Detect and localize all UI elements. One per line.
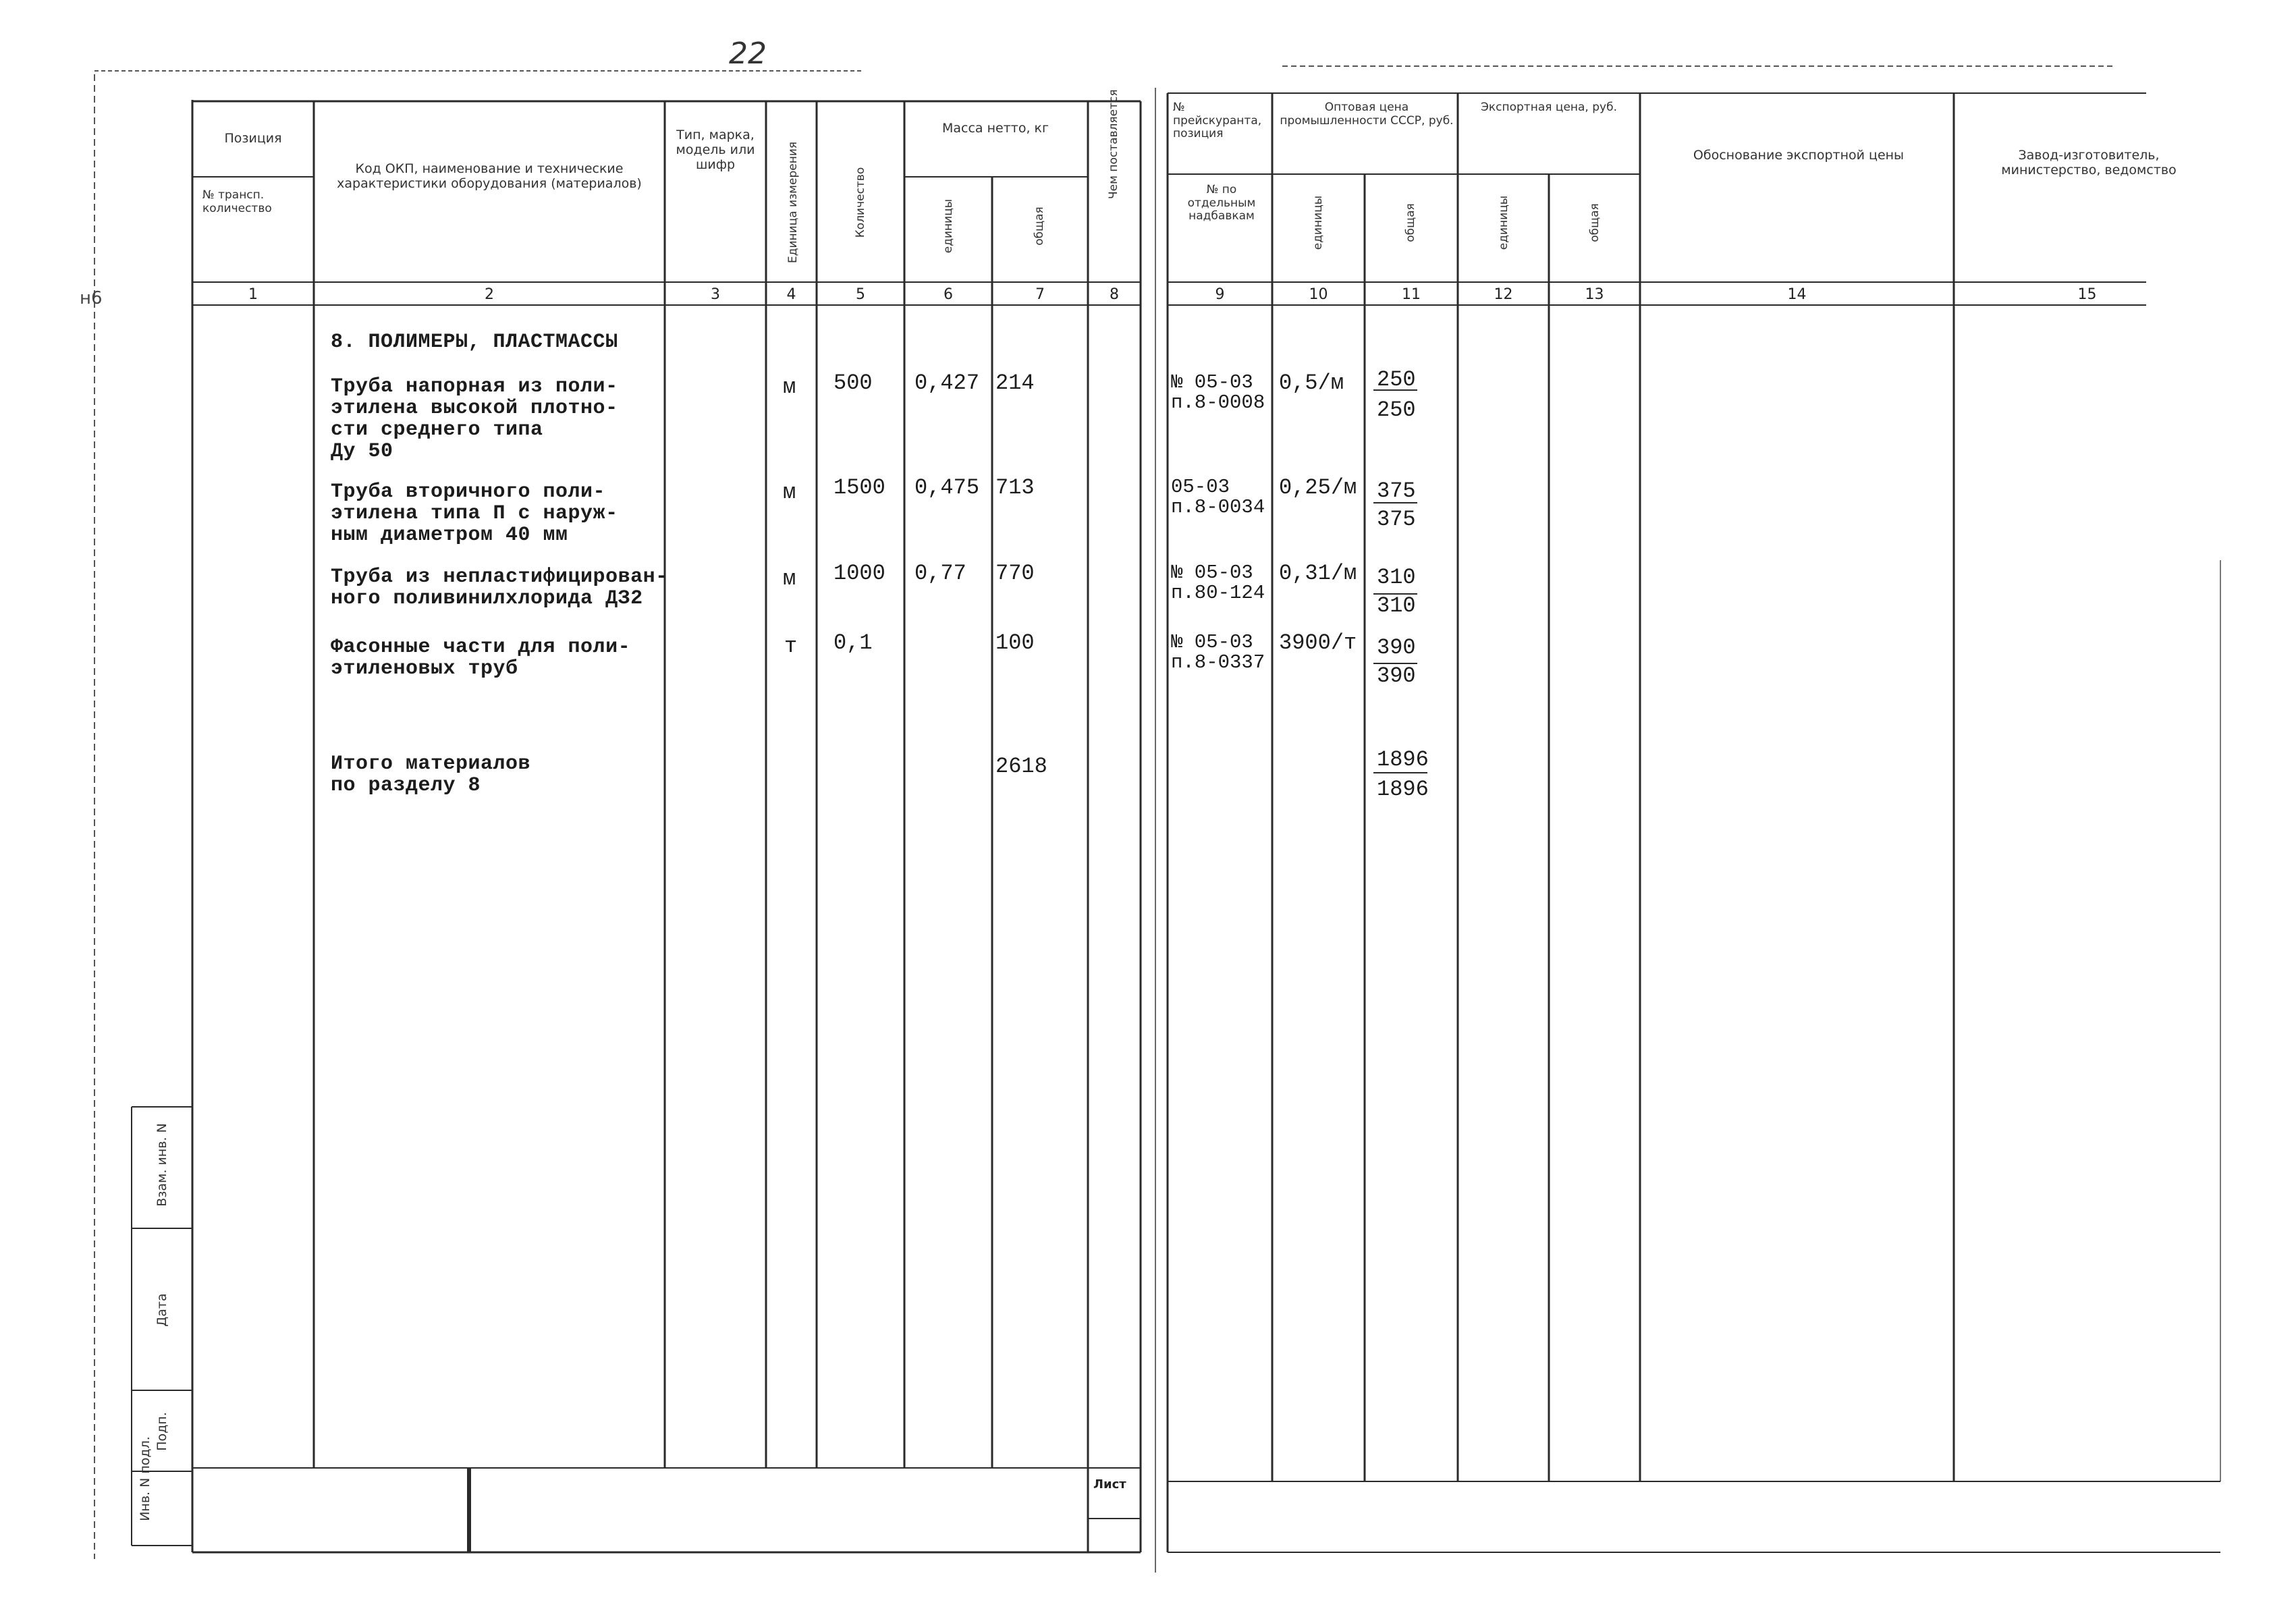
colnum-13: 13	[1585, 286, 1604, 303]
row-mass-total: 713	[995, 475, 1035, 500]
colnum-10: 10	[1309, 286, 1328, 303]
header-export-total: общая	[1588, 203, 1602, 242]
total-price: 1896	[1377, 777, 1429, 802]
side-label: н6	[80, 288, 103, 308]
page-number: 22	[729, 36, 767, 71]
row-qty: 1500	[833, 475, 885, 500]
row-unit: т	[784, 634, 798, 659]
row-name-line: этиленовых труб	[331, 657, 518, 680]
colnum-1: 1	[248, 286, 258, 303]
stamp-inv-original: Инв. N подл.	[138, 1436, 153, 1521]
row-price-total: 390	[1377, 635, 1416, 660]
row-unit: м	[783, 480, 796, 505]
header-manufacturer: Завод-изготовитель, министерство, ведомство	[2001, 148, 2177, 178]
header-pricelist-sub: № по отдельным надбавкам	[1187, 183, 1256, 223]
row-mass-unit: 0,475	[914, 475, 980, 500]
header-wholesale: Оптовая цена промышленности СССР, руб.	[1280, 101, 1454, 128]
row-name-line: этилена высокой плотно-	[331, 397, 618, 420]
row-mass-total: 214	[995, 371, 1035, 395]
row-ref: № 05-03	[1171, 631, 1253, 653]
section-title: 8. ПОЛИМЕРЫ, ПЛАСТМАССЫ	[331, 331, 618, 354]
header-pricelist: № прейскуранта, позиция	[1173, 101, 1262, 141]
header-type: Тип, марка, модель или шифр	[676, 128, 755, 172]
colnum-12: 12	[1494, 286, 1513, 303]
row-price-total: 390	[1377, 663, 1416, 688]
row-mass-unit: 0,77	[914, 561, 966, 586]
row-unit: м	[783, 375, 796, 400]
header-unit: Единица измерения	[786, 141, 800, 263]
row-ref: п.8-0034	[1171, 496, 1265, 518]
colnum-7: 7	[1035, 286, 1045, 303]
sheet-label: Лист	[1093, 1477, 1126, 1492]
row-mass-total: 100	[995, 630, 1035, 655]
header-export: Экспортная цена, руб.	[1481, 101, 1617, 114]
row-price-total: 310	[1377, 565, 1416, 590]
row-price-total: 250	[1377, 367, 1416, 392]
row-qty: 1000	[833, 561, 885, 586]
header-supply: Чем поставляется	[1107, 89, 1120, 199]
header-mass-total: общая	[1033, 207, 1046, 246]
colnum-15: 15	[2077, 286, 2097, 303]
colnum-11: 11	[1402, 286, 1421, 303]
total-label-line: по разделу 8	[331, 774, 481, 797]
header-wholesale-total: общая	[1404, 203, 1417, 242]
stamp-date: Дата	[155, 1293, 169, 1327]
total-mass: 2618	[995, 754, 1047, 779]
row-name-line: Труба вторичного поли-	[331, 481, 606, 503]
row-ref: № 05-03	[1171, 371, 1253, 393]
row-ref: п.8-0008	[1171, 391, 1265, 414]
colnum-8: 8	[1110, 286, 1119, 303]
row-name-line: ного поливинилхлорида ДЗ2	[331, 587, 643, 610]
row-name-line: сти среднего типа	[331, 418, 543, 441]
header-position-sub: № трансп. количество	[202, 188, 272, 215]
header-mass: Масса нетто, кг	[941, 121, 1049, 136]
row-price-total: 250	[1377, 398, 1416, 422]
row-price-unit: 3900/т	[1279, 630, 1357, 655]
header-mass-unit: единицы	[941, 198, 955, 254]
row-ref: 05-03	[1171, 476, 1230, 498]
colnum-9: 9	[1215, 286, 1225, 303]
header-justification: Обоснование экспортной цены	[1693, 148, 1905, 163]
colnum-3: 3	[711, 286, 720, 303]
row-ref: п.8-0337	[1171, 651, 1265, 674]
total-price: 1896	[1377, 747, 1429, 772]
row-name-line: Фасонные части для поли-	[331, 636, 631, 659]
row-mass-unit: 0,427	[914, 371, 980, 395]
colnum-4: 4	[786, 286, 796, 303]
row-qty: 0,1	[833, 630, 873, 655]
row-price-unit: 0,31/м	[1279, 561, 1357, 586]
row-name-line: Труба напорная из поли-	[331, 375, 618, 398]
stamp-replacement-inv: Взам. инв. N	[155, 1123, 169, 1207]
row-mass-total: 770	[995, 561, 1035, 586]
row-qty: 500	[833, 371, 873, 395]
header-export-unit: единицы	[1497, 195, 1510, 250]
stamp-signature: Подп.	[155, 1412, 169, 1451]
row-price-unit: 0,5/м	[1279, 371, 1344, 395]
row-name-line: этилена типа П с наруж-	[331, 502, 618, 525]
row-price-unit: 0,25/м	[1279, 475, 1357, 500]
row-name-line: Ду 50	[331, 440, 393, 463]
total-label-line: Итого материалов	[331, 753, 531, 775]
row-name-line: ным диаметром 40 мм	[331, 524, 568, 547]
row-price-total: 375	[1377, 507, 1416, 532]
colnum-5: 5	[856, 286, 865, 303]
header-name: Код ОКП, наименование и технические характеристики оборудования (материалов)	[337, 161, 642, 191]
row-name-line: Труба из непластифицирован-	[331, 566, 668, 589]
colnum-2: 2	[485, 286, 494, 303]
row-ref: № 05-03	[1171, 562, 1253, 584]
row-ref: п.80-124	[1171, 582, 1265, 604]
colnum-6: 6	[944, 286, 953, 303]
header-position: Позиция	[224, 131, 282, 146]
header-wholesale-unit: единицы	[1311, 195, 1325, 250]
row-price-total: 310	[1377, 593, 1416, 618]
colnum-14: 14	[1787, 286, 1807, 303]
row-price-total: 375	[1377, 479, 1416, 503]
row-unit: м	[783, 566, 796, 591]
header-qty: Количество	[854, 167, 867, 238]
